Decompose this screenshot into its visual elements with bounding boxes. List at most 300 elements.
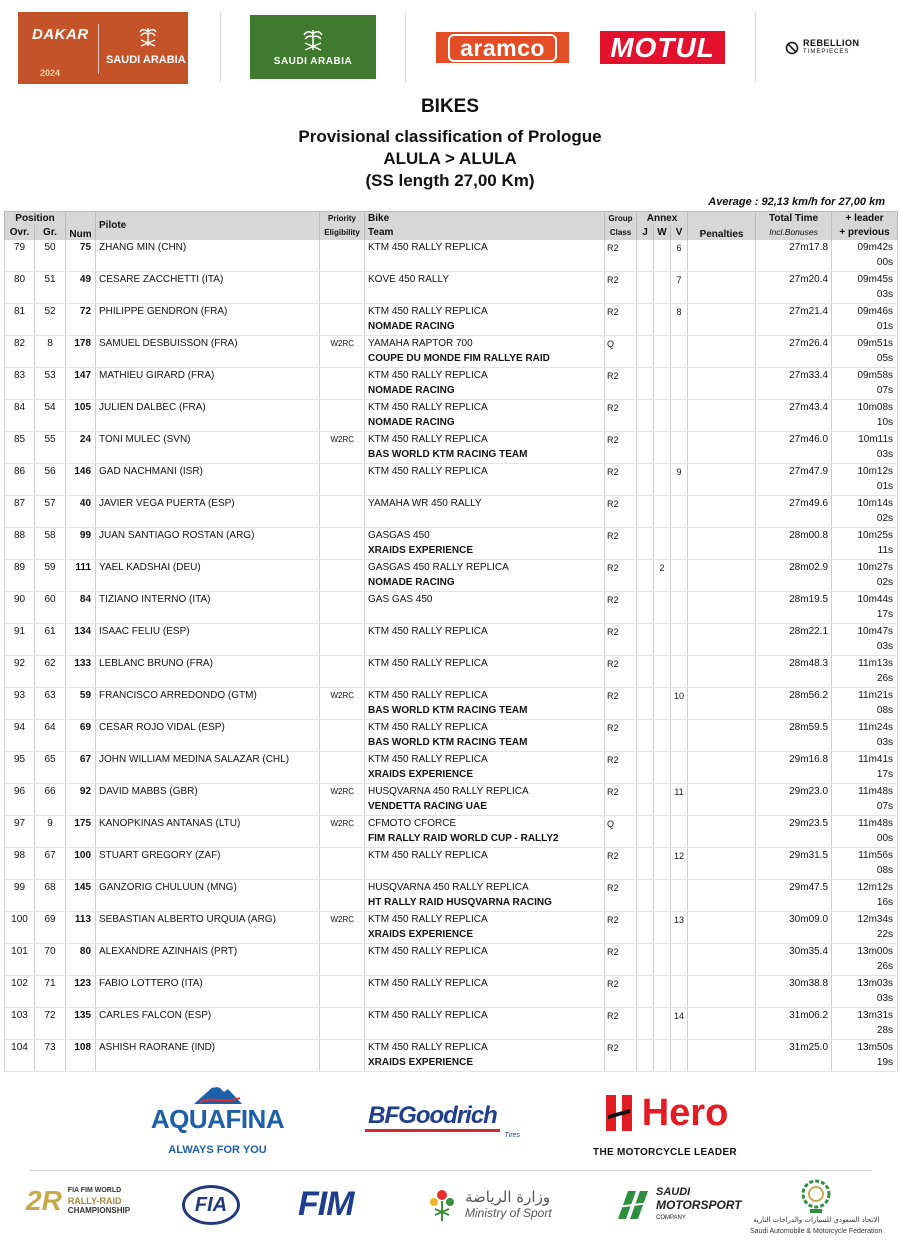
time-gap (832, 591, 898, 623)
dakar-divider (98, 24, 99, 74)
gap-to-leader: 11m21s (858, 689, 894, 701)
time-gap (832, 623, 898, 655)
col-class (605, 225, 637, 240)
annex-v: 8 (671, 303, 688, 335)
saudi-arabia-logo (250, 15, 376, 79)
col-annex-w: W (654, 225, 671, 240)
penalties (688, 1007, 756, 1039)
group-class: R2 (605, 783, 637, 815)
gap-to-leader: 11m13s (858, 657, 894, 669)
mountain-icon (190, 1080, 246, 1106)
group-class: R2 (605, 303, 637, 335)
race-number: 75 (66, 240, 96, 272)
table-row (5, 783, 898, 815)
time-gap (832, 879, 898, 911)
penalties (688, 783, 756, 815)
bfgoodrich-logo (345, 1103, 520, 1139)
pilot-name: FABIO LOTTERO (ITA) (96, 975, 320, 1007)
time-gap (832, 655, 898, 687)
table-row (5, 591, 898, 623)
gap-to-previous: 26s (876, 960, 894, 972)
group-class: R2 (605, 943, 637, 975)
aramco-logo (436, 32, 569, 63)
col-num: Num (66, 212, 96, 240)
pilot-name: CESAR ROJO VIDAL (ESP) (96, 719, 320, 751)
annex-v (671, 367, 688, 399)
time-gap (832, 815, 898, 847)
group-position: 57 (35, 495, 66, 527)
annex-w (654, 271, 671, 303)
logo-divider (220, 12, 221, 82)
dakar-country: SAUDI ARABIA (106, 54, 186, 66)
bike-team (365, 271, 605, 303)
annex-w (654, 1039, 671, 1071)
bike-team (365, 335, 605, 367)
group-position: 9 (35, 815, 66, 847)
annex-w (654, 975, 671, 1007)
pilot-name: DAVID MABBS (GBR) (96, 783, 320, 815)
gap-to-previous: 01s (876, 480, 894, 492)
stage-route: ALULA > ALULA (383, 149, 517, 168)
ministry-arabic-text: وزارة الرياضة (465, 1188, 551, 1206)
col-priority-label: Priority (328, 213, 357, 223)
annex-j (637, 271, 654, 303)
group-position: 71 (35, 975, 66, 1007)
bike-model: YAMAHA WR 450 RALLY (368, 497, 482, 509)
group-class: Q (605, 335, 637, 367)
group-position: 55 (35, 431, 66, 463)
penalties (688, 495, 756, 527)
annex-v (671, 751, 688, 783)
group-position: 70 (35, 943, 66, 975)
overall-position: 83 (5, 367, 35, 399)
priority-eligibility: W2RC (320, 431, 365, 463)
group-class: R2 (605, 463, 637, 495)
fim-logo: FIM (298, 1185, 354, 1223)
priority-eligibility (320, 591, 365, 623)
time-gap (832, 527, 898, 559)
dakar-saudi-arabia-logo (18, 12, 188, 84)
priority-eligibility (320, 463, 365, 495)
priority-eligibility (320, 367, 365, 399)
bike-team (365, 719, 605, 751)
annex-j (637, 879, 654, 911)
overall-position: 100 (5, 911, 35, 943)
col-annex-j: J (637, 225, 654, 240)
bike-team (365, 815, 605, 847)
priority-eligibility (320, 1039, 365, 1071)
priority-eligibility (320, 847, 365, 879)
overall-position: 103 (5, 1007, 35, 1039)
team-name: VENDETTA RACING UAE (368, 800, 487, 812)
time-gap (832, 751, 898, 783)
footer-divider (30, 1170, 872, 1171)
overall-position: 89 (5, 559, 35, 591)
total-time: 28m19.5 (756, 591, 832, 623)
penalties (688, 1039, 756, 1071)
bike-team (365, 655, 605, 687)
gap-to-leader: 09m51s (857, 337, 894, 349)
table-row (5, 943, 898, 975)
annex-w (654, 879, 671, 911)
group-position: 69 (35, 911, 66, 943)
fia-logo (182, 1185, 240, 1225)
table-row (5, 911, 898, 943)
ministry-of-sport-logo (425, 1185, 552, 1225)
team-name (368, 480, 604, 495)
overall-position: 101 (5, 943, 35, 975)
annex-v (671, 719, 688, 751)
table-row (5, 847, 898, 879)
bike-model: KTM 450 RALLY REPLICA (368, 689, 488, 701)
group-class: R2 (605, 719, 637, 751)
team-name: FIM RALLY RAID WORLD CUP - RALLY2 (368, 832, 559, 844)
annex-v (671, 943, 688, 975)
bike-team (365, 879, 605, 911)
race-number: 108 (66, 1039, 96, 1071)
overall-position: 92 (5, 655, 35, 687)
gap-to-previous: 10s (876, 416, 894, 428)
time-gap (832, 431, 898, 463)
group-class: R2 (605, 591, 637, 623)
priority-eligibility (320, 303, 365, 335)
gap-to-leader: 11m56s (858, 849, 894, 861)
col-annex: Annex (637, 212, 688, 225)
annex-w (654, 751, 671, 783)
annex-v (671, 815, 688, 847)
race-number: 67 (66, 751, 96, 783)
priority-eligibility (320, 655, 365, 687)
annex-v (671, 495, 688, 527)
race-number: 111 (66, 559, 96, 591)
bike-model: KTM 450 RALLY REPLICA (368, 241, 488, 253)
gap-to-leader: 09m46s (857, 305, 894, 317)
logo-divider (755, 12, 756, 82)
table-row (5, 527, 898, 559)
time-gap (832, 335, 898, 367)
gap-to-previous: 11s (877, 544, 894, 556)
annex-w (654, 719, 671, 751)
time-gap (832, 847, 898, 879)
logo-divider (405, 12, 406, 82)
pilot-name: ISAAC FELIU (ESP) (96, 623, 320, 655)
overall-position: 97 (5, 815, 35, 847)
race-number: 49 (66, 271, 96, 303)
bike-model: KTM 450 RALLY REPLICA (368, 1041, 488, 1053)
overall-position: 85 (5, 431, 35, 463)
group-class: R2 (605, 431, 637, 463)
col-penalties: Penalties (688, 212, 756, 240)
gap-to-leader: 13m00s (857, 945, 894, 957)
gap-to-leader: 10m47s (857, 625, 894, 637)
group-class: R2 (605, 623, 637, 655)
pilot-name: SEBASTIAN ALBERTO URQUIA (ARG) (96, 911, 320, 943)
total-time: 30m35.4 (756, 943, 832, 975)
gap-to-leader: 10m44s (857, 593, 894, 605)
group-position: 68 (35, 879, 66, 911)
annex-j (637, 1007, 654, 1039)
saudi-motorsport-logo (612, 1185, 742, 1225)
annex-j (637, 559, 654, 591)
w2rc-logo (26, 1185, 130, 1217)
stage-length: (SS length 27,00 Km) (365, 171, 535, 190)
bike-model: KTM 450 RALLY REPLICA (368, 305, 488, 317)
time-gap (832, 303, 898, 335)
bike-model: YAMAHA RAPTOR 700 (368, 337, 473, 349)
race-number: 100 (66, 847, 96, 879)
annex-j (637, 463, 654, 495)
w2rc-line-3: CHAMPIONSHIP (67, 1206, 131, 1215)
bike-model: KTM 450 RALLY REPLICA (368, 465, 488, 477)
bike-model: KTM 450 RALLY REPLICA (368, 369, 488, 381)
race-number: 123 (66, 975, 96, 1007)
group-class: R2 (605, 271, 637, 303)
overall-position: 104 (5, 1039, 35, 1071)
results-body (5, 240, 898, 1072)
aquafina-logo (150, 1080, 285, 1156)
bike-model: KTM 450 RALLY REPLICA (368, 721, 488, 733)
race-number: 59 (66, 687, 96, 719)
col-group-label: Group (608, 213, 633, 223)
gap-to-leader: 10m27s (857, 561, 894, 573)
sponsor-header (0, 0, 900, 92)
bike-team (365, 1007, 605, 1039)
pilot-name: TONI MULEC (SVN) (96, 431, 320, 463)
race-number: 135 (66, 1007, 96, 1039)
col-previous: + previous (832, 225, 898, 240)
annex-j (637, 367, 654, 399)
gap-to-previous: 03s (876, 640, 894, 652)
priority-eligibility (320, 719, 365, 751)
hero-logo (590, 1091, 740, 1158)
annex-j (637, 527, 654, 559)
priority-eligibility (320, 751, 365, 783)
group-class: R2 (605, 975, 637, 1007)
pilot-name: TIZIANO INTERNO (ITA) (96, 591, 320, 623)
pilot-name: LEBLANC BRUNO (FRA) (96, 655, 320, 687)
gap-to-leader: 11m48s (858, 817, 894, 829)
gap-to-leader: 10m08s (857, 401, 894, 413)
motul-text: MOTUL (610, 31, 715, 63)
gap-to-previous: 03s (876, 448, 894, 460)
pilot-name: CARLES FALCON (ESP) (96, 1007, 320, 1039)
annex-w (654, 495, 671, 527)
col-team: Team (365, 225, 605, 240)
priority-eligibility (320, 943, 365, 975)
bike-model: CFMOTO CFORCE (368, 817, 457, 829)
time-gap (832, 271, 898, 303)
gap-to-previous: 03s (876, 736, 894, 748)
time-gap (832, 911, 898, 943)
bike-team (365, 367, 605, 399)
gap-to-previous: 28s (876, 1024, 894, 1036)
penalties (688, 367, 756, 399)
group-class: R2 (605, 751, 637, 783)
bike-team (365, 463, 605, 495)
race-number: 178 (66, 335, 96, 367)
team-name: NOMADE RACING (368, 384, 455, 396)
total-time: 29m47.5 (756, 879, 832, 911)
table-row (5, 1007, 898, 1039)
annex-j (637, 591, 654, 623)
race-number: 84 (66, 591, 96, 623)
pilot-name: ZHANG MIN (CHN) (96, 240, 320, 272)
table-row (5, 367, 898, 399)
annex-v: 12 (671, 847, 688, 879)
annex-w: 2 (654, 559, 671, 591)
col-priority (320, 212, 365, 225)
gap-to-leader: 10m12s (857, 465, 894, 477)
penalties (688, 303, 756, 335)
race-number: 113 (66, 911, 96, 943)
overall-position: 79 (5, 240, 35, 272)
annex-v: 14 (671, 1007, 688, 1039)
penalties (688, 655, 756, 687)
gap-to-previous: 00s (876, 832, 894, 844)
total-time: 27m46.0 (756, 431, 832, 463)
race-number: 105 (66, 399, 96, 431)
saudi-arabia-text: SAUDI ARABIA (273, 55, 353, 67)
category-title: BIKES (420, 96, 480, 117)
group-class: R2 (605, 527, 637, 559)
time-gap (832, 367, 898, 399)
team-name (368, 256, 604, 271)
pilot-name: STUART GREGORY (ZAF) (96, 847, 320, 879)
gap-to-leader: 11m48s (858, 785, 894, 797)
time-gap (832, 399, 898, 431)
total-time: 28m48.3 (756, 655, 832, 687)
bike-team (365, 527, 605, 559)
bike-model: KTM 450 RALLY REPLICA (368, 1009, 488, 1021)
penalties (688, 719, 756, 751)
gap-to-leader: 10m14s (857, 497, 894, 509)
gap-to-previous: 22s (876, 928, 894, 940)
table-row (5, 815, 898, 847)
annex-w (654, 591, 671, 623)
group-position: 64 (35, 719, 66, 751)
annex-j (637, 719, 654, 751)
penalties (688, 879, 756, 911)
team-name: NOMADE RACING (368, 576, 455, 588)
pilot-name: GANZORIG CHULUUN (MNG) (96, 879, 320, 911)
overall-position: 102 (5, 975, 35, 1007)
annex-w (654, 655, 671, 687)
priority-eligibility (320, 623, 365, 655)
saudi-motorsport-line-3: COMPANY (656, 1214, 686, 1221)
penalties (688, 335, 756, 367)
palm-swords-icon (302, 28, 324, 52)
table-row (5, 559, 898, 591)
overall-position: 80 (5, 271, 35, 303)
gap-to-leader: 13m03s (857, 977, 894, 989)
time-gap (832, 495, 898, 527)
col-eligibility (320, 225, 365, 240)
annex-j (637, 240, 654, 272)
team-name (368, 512, 604, 527)
overall-position: 81 (5, 303, 35, 335)
group-position: 52 (35, 303, 66, 335)
gap-to-leader: 12m12s (857, 881, 894, 893)
total-time: 29m23.5 (756, 815, 832, 847)
saudi-motorsport-line-2: MOTORSPORT (656, 1197, 742, 1212)
gap-to-leader: 10m25s (857, 529, 894, 541)
overall-position: 86 (5, 463, 35, 495)
team-name: BAS WORLD KTM RACING TEAM (368, 736, 528, 748)
annex-j (637, 687, 654, 719)
table-row (5, 655, 898, 687)
gap-to-previous: 02s (876, 512, 894, 524)
table-row (5, 687, 898, 719)
penalties (688, 240, 756, 272)
group-position: 67 (35, 847, 66, 879)
average-speed: Average : 92,13 km/h for 27,00 km (708, 196, 885, 208)
gap-to-previous: 07s (876, 384, 894, 396)
table-row (5, 271, 898, 303)
bike-team (365, 975, 605, 1007)
bike-model: GAS GAS 450 (368, 593, 433, 605)
annex-w (654, 303, 671, 335)
total-time: 27m20.4 (756, 271, 832, 303)
dakar-year: 2024 (40, 68, 61, 78)
priority-eligibility (320, 495, 365, 527)
overall-position: 88 (5, 527, 35, 559)
bike-model: GASGAS 450 RALLY REPLICA (368, 561, 509, 573)
hero-text: Hero (641, 1092, 729, 1134)
total-time: 29m16.8 (756, 751, 832, 783)
samf-arabic-text: الاتحاد السعودي للسيارات والدراجات النارية (753, 1216, 880, 1224)
total-time: 28m56.2 (756, 687, 832, 719)
race-number: 175 (66, 815, 96, 847)
bike-model: KTM 450 RALLY REPLICA (368, 913, 488, 925)
penalties (688, 271, 756, 303)
annex-v (671, 559, 688, 591)
race-number: 133 (66, 655, 96, 687)
annex-v: 7 (671, 271, 688, 303)
bike-model: KTM 450 RALLY REPLICA (368, 753, 488, 765)
gap-to-previous: 00s (876, 256, 894, 268)
col-bike: Bike (365, 212, 605, 225)
race-number: 24 (66, 431, 96, 463)
table-header-row (5, 212, 898, 225)
group-class: R2 (605, 847, 637, 879)
gap-to-previous: 17s (876, 608, 894, 620)
annex-v: 9 (671, 463, 688, 495)
col-incl-bonuses-label: Incl.Bonuses (769, 226, 818, 237)
penalties (688, 399, 756, 431)
table-row (5, 623, 898, 655)
team-name: XRAIDS EXPERIENCE (368, 928, 474, 940)
annex-v (671, 655, 688, 687)
annex-j (637, 303, 654, 335)
bike-model: KTM 450 RALLY REPLICA (368, 945, 488, 957)
annex-w (654, 623, 671, 655)
penalties (688, 591, 756, 623)
total-time: 27m17.8 (756, 240, 832, 272)
group-class: R2 (605, 1039, 637, 1071)
time-gap (832, 783, 898, 815)
overall-position: 93 (5, 687, 35, 719)
priority-eligibility: W2RC (320, 815, 365, 847)
group-position: 59 (35, 559, 66, 591)
gap-to-previous: 08s (876, 704, 894, 716)
gap-to-previous: 17s (876, 768, 894, 780)
col-position: Position (5, 212, 66, 225)
bike-team (365, 559, 605, 591)
annex-v (671, 879, 688, 911)
team-name: BAS WORLD KTM RACING TEAM (368, 704, 528, 716)
time-gap (832, 687, 898, 719)
motul-logo (600, 31, 725, 64)
